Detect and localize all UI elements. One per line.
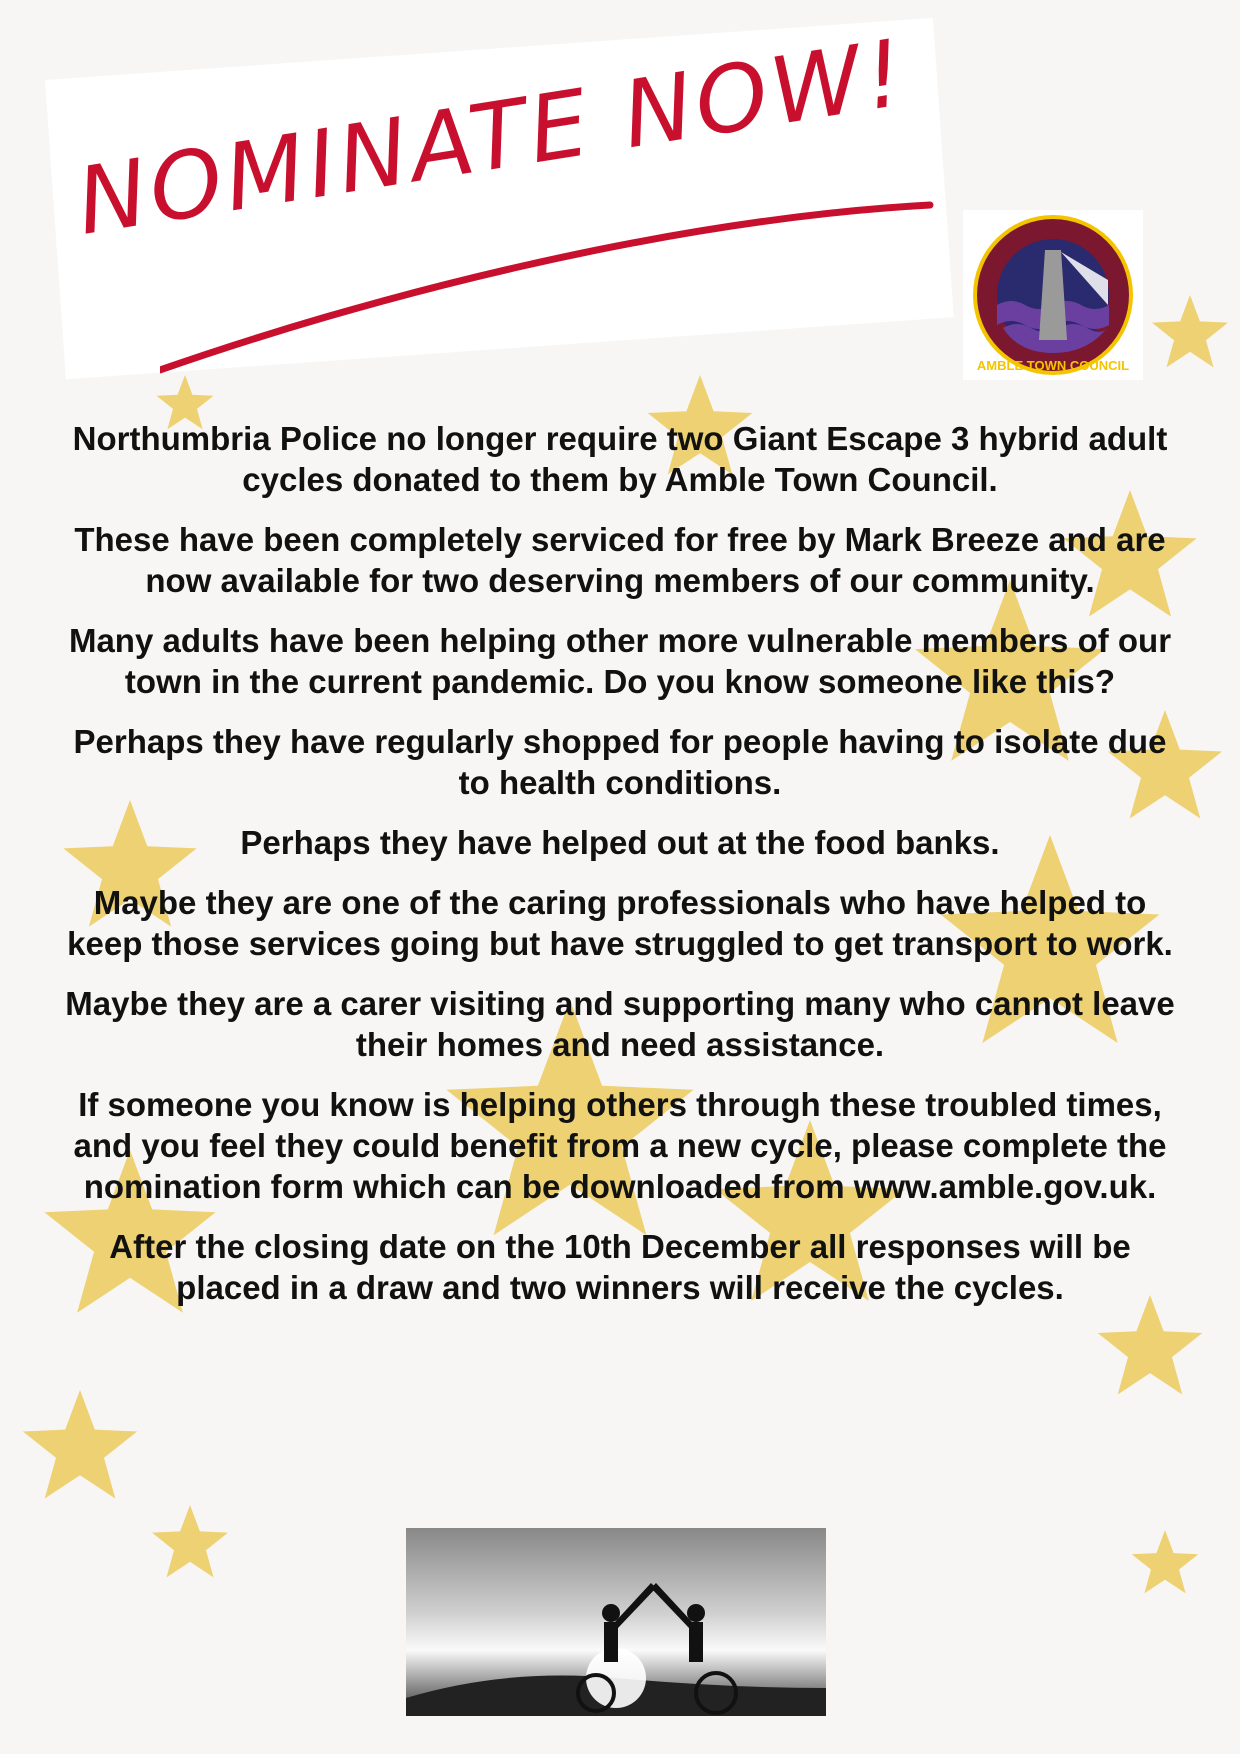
paragraph-professionals: Maybe they are one of the caring professionals who have helped to keep those services going but have struggled to get transport to work. — [67, 884, 1173, 962]
paragraph-shopped: Perhaps they have regularly shopped for people having to isolate due to health conditions. — [73, 723, 1167, 801]
paragraph-helpers: Many adults have been helping other more vulnerable members of our town in the current pandemic. Do you know someone like this? — [68, 622, 1172, 700]
star-icon — [152, 1505, 228, 1577]
paragraph-intro: Northumbria Police no longer require two Giant Escape 3 hybrid adult cycles donated to them by Amble Town Council. — [72, 420, 1168, 498]
title-underline — [160, 190, 940, 390]
star-icon — [1132, 1530, 1199, 1593]
svg-text:AMBLE TOWN COUNCIL: AMBLE TOWN COUNCIL — [976, 358, 1130, 373]
page-title: NOMINATE NOW! — [70, 18, 914, 256]
paragraph-food-banks: Perhaps they have helped out at the food banks. — [240, 824, 1000, 861]
cyclists-photo — [406, 1528, 826, 1716]
paragraph-closing-date: After the closing date on the 10th December all responses will be placed in a draw and two winners will receive the cycles. — [109, 1228, 1131, 1306]
star-icon — [1152, 295, 1228, 367]
star-icon — [23, 1390, 137, 1499]
paragraph-nomination: If someone you know is helping others through these troubled times, and you feel they could benefit from a new cycle, please complete the nomination form which can be downloaded from www.amble.gov.uk. — [73, 1086, 1167, 1205]
paragraph-serviced: These have been completely serviced for free by Mark Breeze and are now available for two deserving members of our community. — [74, 521, 1166, 599]
flyer-body — [55, 418, 1185, 1327]
paragraph-carer: Maybe they are a carer visiting and supporting many who cannot leave their homes and need assistance. — [65, 985, 1175, 1063]
amble-town-council-logo — [963, 210, 1143, 380]
